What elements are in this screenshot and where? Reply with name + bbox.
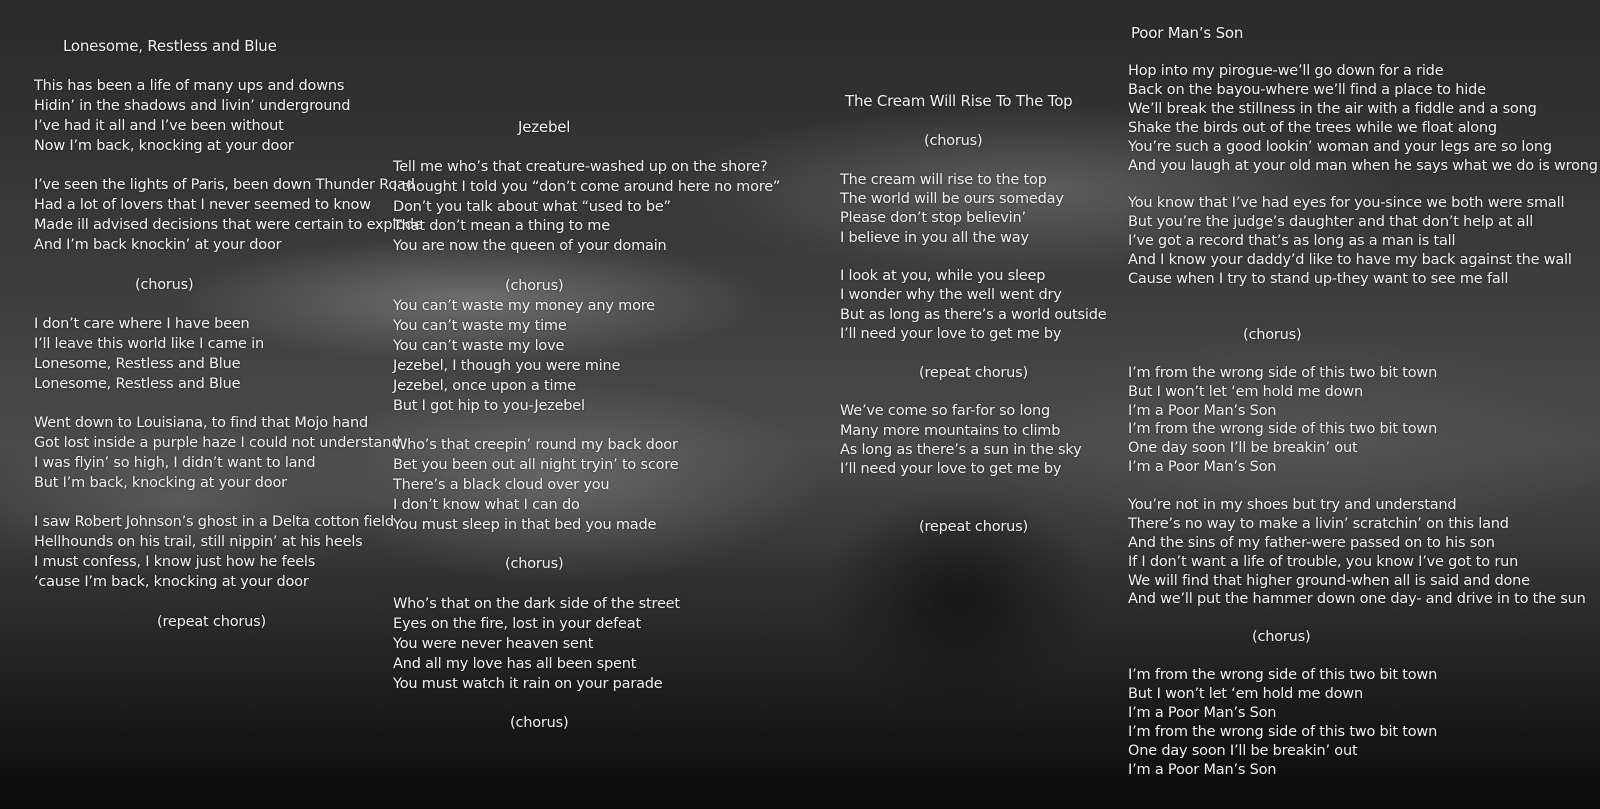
lyric-line: Went down to Louisiana, to find that Mojo hand — [34, 415, 368, 431]
lyric-line: Eyes on the fire, lost in your defeat — [393, 616, 641, 632]
lyric-line: We’ll break the stillness in the air with a fiddle and a song — [1128, 101, 1537, 117]
lyric-line: (repeat chorus) — [919, 365, 1028, 381]
lyric-line: Jezebel, I though you were mine — [393, 358, 621, 374]
lyric-line: (chorus) — [135, 277, 194, 293]
lyric-line: (chorus) — [924, 133, 983, 149]
lyric-line: I’ve had it all and I’ve been without — [34, 118, 284, 134]
lyric-line: You must watch it rain on your parade — [393, 676, 663, 692]
lyric-line: I’m a Poor Man’s Son — [1128, 705, 1277, 721]
lyric-line: I’ll leave this world like I came in — [34, 336, 264, 352]
song-title: Lonesome, Restless and Blue — [63, 37, 277, 55]
lyric-line: You can’t waste my love — [393, 338, 565, 354]
lyric-line: I must confess, I know just how he feels — [34, 554, 316, 570]
lyric-line: Who’s that on the dark side of the street — [393, 596, 680, 612]
lyric-line: Cause when I try to stand up-they want to see me fall — [1128, 271, 1509, 287]
song-title: Jezebel — [518, 118, 571, 136]
lyric-line: The cream will rise to the top — [840, 172, 1047, 188]
lyric-line: Hop into my pirogue-we’ll go down for a ride — [1128, 63, 1444, 79]
lyric-line: I’ve seen the lights of Paris, been down Thunder Road — [34, 177, 415, 193]
lyric-line: (chorus) — [1252, 629, 1311, 645]
lyric-line: We will find that higher ground-when all is said and done — [1128, 573, 1530, 589]
lyric-line: Many more mountains to climb — [840, 423, 1061, 439]
lyric-line: You’re such a good lookin’ woman and your legs are so long — [1128, 139, 1552, 155]
lyric-line: (repeat chorus) — [919, 519, 1028, 535]
lyric-line: Back on the bayou-where we’ll find a place to hide — [1128, 82, 1486, 98]
lyric-line: Had a lot of lovers that I never seemed to know — [34, 197, 371, 213]
lyric-line: But I won’t let ‘em hold me down — [1128, 686, 1363, 702]
lyric-line: There’s a black cloud over you — [393, 477, 610, 493]
lyric-line: I’m from the wrong side of this two bit town — [1128, 724, 1438, 740]
lyric-line: And you laugh at your old man when he says what we do is wrong — [1128, 158, 1598, 174]
lyric-line: Hidin’ in the shadows and livin’ underground — [34, 98, 351, 114]
lyric-line: Shake the birds out of the trees while we float along — [1128, 120, 1497, 136]
lyric-line: I’ve got a record that’s as long as a man is tall — [1128, 233, 1456, 249]
lyric-line: I’m a Poor Man’s Son — [1128, 762, 1277, 778]
lyric-line: Lonesome, Restless and Blue — [34, 376, 241, 392]
lyric-line: Hellhounds on his trail, still nippin’ at his heels — [34, 534, 363, 550]
lyric-line: I’ll need your love to get me by — [840, 461, 1062, 477]
lyric-line: And I know your daddy’d like to have my back against the wall — [1128, 252, 1572, 268]
lyric-line: Please don’t stop believin’ — [840, 210, 1026, 226]
lyric-line: I believe in you all the way — [840, 230, 1029, 246]
lyric-line: I’m a Poor Man’s Son — [1128, 459, 1277, 475]
lyric-line: As long as there’s a sun in the sky — [840, 442, 1082, 458]
lyric-line: Made ill advised decisions that were certain to explode — [34, 217, 423, 233]
lyric-line: But I got hip to you-Jezebel — [393, 398, 585, 414]
song-title: The Cream Will Rise To The Top — [845, 92, 1073, 110]
lyric-line: I don’t care where I have been — [34, 316, 250, 332]
lyric-line: Lonesome, Restless and Blue — [34, 356, 241, 372]
lyric-line: You must sleep in that bed you made — [393, 517, 657, 533]
lyric-line: You can’t waste my money any more — [393, 298, 655, 314]
song-title: Poor Man’s Son — [1131, 24, 1244, 42]
lyric-line: I don’t know what I can do — [393, 497, 580, 513]
lyric-line: Tell me who’s that creature-washed up on the shore? — [393, 159, 768, 175]
lyric-line: Don’t you talk about what “used to be” — [393, 199, 671, 215]
lyric-line: And all my love has all been spent — [393, 656, 637, 672]
lyric-line: I’m from the wrong side of this two bit town — [1128, 365, 1438, 381]
lyric-line: You’re not in my shoes but try and understand — [1128, 497, 1457, 513]
lyric-line: Bet you been out all night tryin’ to score — [393, 457, 679, 473]
lyric-line: You can’t waste my time — [393, 318, 567, 334]
lyric-line: I’ll need your love to get me by — [840, 326, 1062, 342]
lyric-line: Jezebel, once upon a time — [393, 378, 576, 394]
lyric-line: (chorus) — [1243, 327, 1302, 343]
lyric-line: We’ve come so far-for so long — [840, 403, 1050, 419]
lyric-line: You know that I’ve had eyes for you-since we both were small — [1128, 195, 1565, 211]
lyric-line: But you’re the judge’s daughter and that don’t help at all — [1128, 214, 1534, 230]
lyric-line: And the sins of my father-were passed on to his son — [1128, 535, 1495, 551]
lyric-line: I was flyin’ so high, I didn’t want to land — [34, 455, 316, 471]
lyric-line: One day soon I’ll be breakin’ out — [1128, 743, 1358, 759]
lyric-line: (chorus) — [505, 278, 564, 294]
lyric-line: One day soon I’ll be breakin’ out — [1128, 440, 1358, 456]
lyric-line: But I’m back, knocking at your door — [34, 475, 287, 491]
lyric-line: I saw Robert Johnson’s ghost in a Delta cotton field — [34, 514, 394, 530]
lyric-line: Got lost inside a purple haze I could not understand — [34, 435, 401, 451]
lyric-line: Who’s that creepin’ round my back door — [393, 437, 678, 453]
lyric-line: You are now the queen of your domain — [393, 238, 667, 254]
lyric-line: I’m from the wrong side of this two bit town — [1128, 667, 1438, 683]
lyric-line: ‘cause I’m back, knocking at your door — [34, 574, 309, 590]
lyric-line: If I don’t want a life of trouble, you know I’ve got to run — [1128, 554, 1519, 570]
lyric-line: But as long as there’s a world outside — [840, 307, 1107, 323]
lyric-line: You were never heaven sent — [393, 636, 594, 652]
lyric-line: That don’t mean a thing to me — [393, 218, 610, 234]
lyric-line: I’m a Poor Man’s Son — [1128, 403, 1277, 419]
lyric-line: I wonder why the well went dry — [840, 287, 1062, 303]
lyric-line: The world will be ours someday — [840, 191, 1064, 207]
lyric-line: This has been a life of many ups and downs — [34, 78, 345, 94]
lyric-line: Now I’m back, knocking at your door — [34, 138, 294, 154]
lyric-line: (chorus) — [505, 556, 564, 572]
lyric-line: But I won’t let ‘em hold me down — [1128, 384, 1363, 400]
lyric-line: I’m from the wrong side of this two bit town — [1128, 421, 1438, 437]
lyric-line: And I’m back knockin’ at your door — [34, 237, 282, 253]
lyric-line: (repeat chorus) — [157, 614, 266, 630]
lyric-line: There’s no way to make a livin’ scratchin’ on this land — [1128, 516, 1509, 532]
lyric-line: I look at you, while you sleep — [840, 268, 1046, 284]
lyric-line: (chorus) — [510, 715, 569, 731]
lyric-line: I thought I told you “don’t come around here no more” — [393, 179, 781, 195]
lyric-line: And we’ll put the hammer down one day- and drive in to the sun — [1128, 591, 1586, 607]
